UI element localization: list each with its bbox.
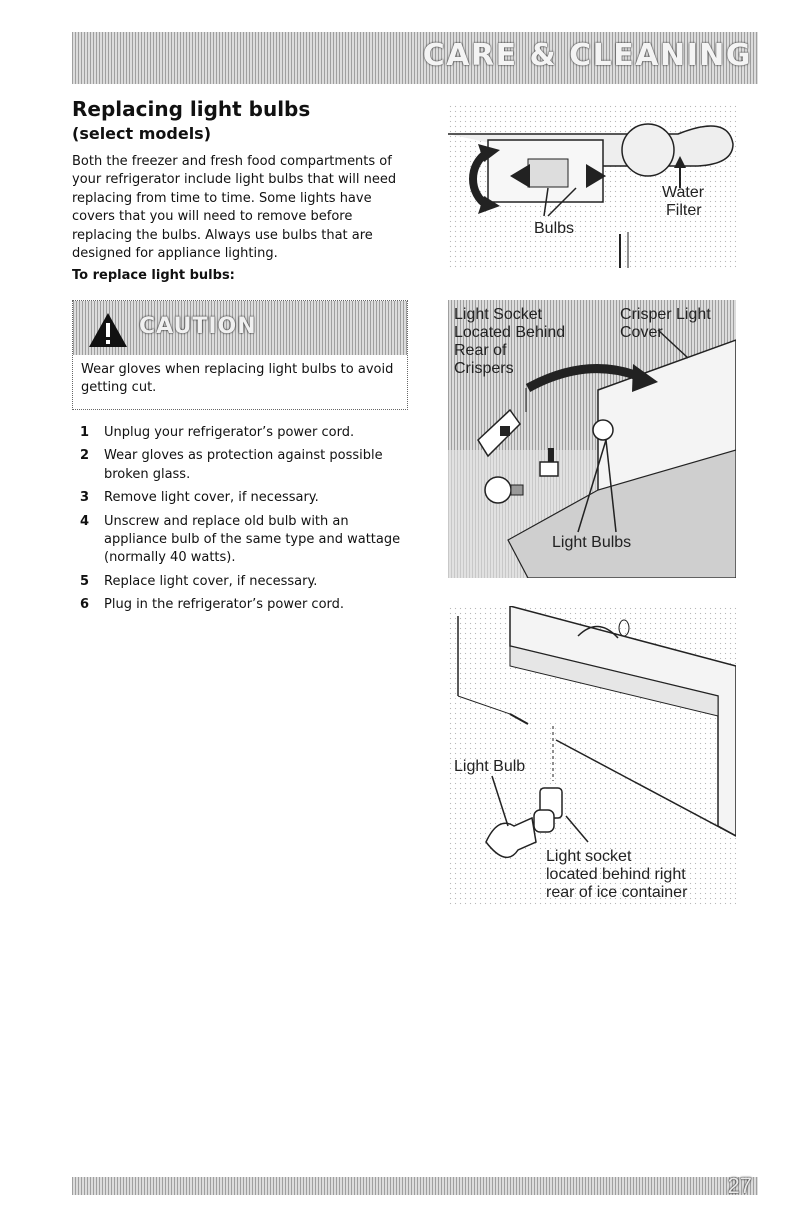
step-item: [80, 513, 410, 568]
caution-text: Wear gloves when replacing light bulbs to avoid getting cut.: [81, 362, 394, 396]
step-text: Wear gloves as protection against possible broken glass.: [104, 448, 383, 482]
label-cover-line2: Cover: [620, 324, 663, 341]
label-socket-line3: rear of ice container: [546, 884, 688, 901]
step-number: 3: [80, 490, 90, 506]
label-water: Water: [662, 184, 705, 201]
label-socket-line2: Located Behind: [454, 324, 566, 341]
step-text: Replace light cover, if necessary.: [104, 573, 318, 589]
caution-banner: [73, 301, 407, 355]
step-item: [80, 596, 410, 614]
step-number: 5: [80, 573, 90, 589]
step-number: 4: [80, 513, 90, 529]
header-bar: [72, 32, 758, 84]
step-item: [80, 573, 410, 591]
caution-label: CAUTION: [139, 314, 257, 339]
header-title: CARE & CLEANING: [422, 38, 752, 73]
step-item: [80, 424, 410, 442]
steps-heading: To replace light bulbs:: [72, 268, 235, 283]
step-number: 2: [80, 448, 90, 464]
steps-list: [80, 424, 410, 620]
label-cover-line1: Crisper Light: [620, 306, 711, 323]
section-subtitle: (select models): [72, 124, 212, 143]
section-title: Replacing light bulbs: [72, 97, 311, 121]
step-text: Unscrew and replace old bulb with an appliance bulb of the same type and wattage (normally 40 watts).: [104, 513, 401, 566]
step-text: Unplug your refrigerator’s power cord.: [104, 425, 355, 440]
caution-box: [72, 300, 408, 410]
label-socket-line4: Crispers: [454, 360, 514, 377]
label-bulbs: Bulbs: [534, 220, 575, 237]
label-light-bulbs: Light Bulbs: [552, 534, 632, 551]
label-socket-line3: Rear of: [454, 342, 507, 359]
figure-freezer-bulbs: [448, 104, 736, 268]
label-socket-line1: Light socket: [546, 848, 632, 865]
step-item: [80, 489, 410, 507]
label-socket-line1: Light Socket: [454, 306, 543, 323]
label-socket-line2: located behind right: [546, 866, 686, 883]
step-number: 1: [80, 425, 90, 440]
figure-ice-container-bulb: [448, 606, 736, 906]
step-number: 6: [80, 597, 90, 613]
page-number: 27: [727, 1173, 752, 1198]
step-text: Remove light cover, if necessary.: [104, 490, 319, 506]
warning-icon: [87, 311, 129, 349]
footer-bar: [72, 1173, 758, 1198]
step-text: Plug in the refrigerator’s power cord.: [104, 597, 345, 613]
label-light-bulb: Light Bulb: [454, 758, 526, 775]
intro-paragraph: Both the freezer and fresh food compartments of your refrigerator include light bulbs that will need replacing from time to time. Some lights have covers that you will need to remove before replacing the bulbs. Always use bulbs that are designed for appliance lighting.: [72, 154, 397, 262]
figure-crisper-bulbs: [448, 300, 736, 578]
step-item: [80, 447, 410, 484]
label-filter: Filter: [666, 202, 702, 219]
